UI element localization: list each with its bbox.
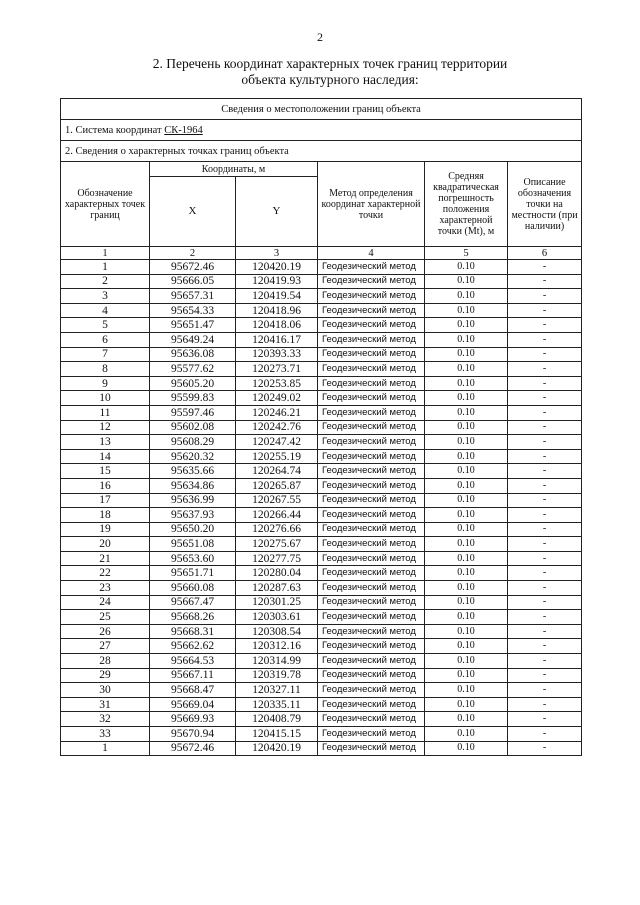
x-coordinate-cell: 95667.11 — [150, 668, 236, 683]
point-cell: 5 — [61, 318, 150, 333]
method-cell: Геодезический метод — [318, 464, 425, 479]
description-cell: - — [508, 435, 582, 450]
y-coordinate-cell: 120255.19 — [236, 449, 318, 464]
table-row — [61, 624, 582, 639]
method-cell: Геодезический метод — [318, 522, 425, 537]
table-row — [61, 478, 582, 493]
point-cell: 21 — [61, 551, 150, 566]
table-row — [61, 727, 582, 742]
description-cell: - — [508, 668, 582, 683]
method-cell: Геодезический метод — [318, 668, 425, 683]
section-title: Сведения о местоположении границ объекта — [61, 99, 582, 120]
y-coordinate-cell: 120266.44 — [236, 508, 318, 523]
point-cell: 20 — [61, 537, 150, 552]
y-coordinate-cell: 120303.61 — [236, 610, 318, 625]
method-cell: Геодезический метод — [318, 435, 425, 450]
method-cell: Геодезический метод — [318, 478, 425, 493]
point-cell: 23 — [61, 581, 150, 596]
error-cell: 0.10 — [425, 478, 508, 493]
table-row — [61, 741, 582, 756]
x-coordinate-cell: 95651.71 — [150, 566, 236, 581]
y-coordinate-cell: 120267.55 — [236, 493, 318, 508]
point-cell: 15 — [61, 464, 150, 479]
error-cell: 0.10 — [425, 332, 508, 347]
error-cell: 0.10 — [425, 391, 508, 406]
y-coordinate-cell: 120419.93 — [236, 274, 318, 289]
method-cell: Геодезический метод — [318, 551, 425, 566]
point-cell: 24 — [61, 595, 150, 610]
table-row — [61, 639, 582, 654]
point-cell: 3 — [61, 289, 150, 304]
error-cell: 0.10 — [425, 697, 508, 712]
x-coordinate-cell: 95667.47 — [150, 595, 236, 610]
table-row — [61, 522, 582, 537]
y-coordinate-cell: 120335.11 — [236, 697, 318, 712]
description-cell: - — [508, 318, 582, 333]
x-coordinate-cell: 95672.46 — [150, 741, 236, 756]
error-cell: 0.10 — [425, 405, 508, 420]
y-coordinate-cell: 120408.79 — [236, 712, 318, 727]
method-cell: Геодезический метод — [318, 347, 425, 362]
method-cell: Геодезический метод — [318, 332, 425, 347]
x-coordinate-cell: 95608.29 — [150, 435, 236, 450]
table-row — [61, 464, 582, 479]
x-coordinate-cell: 95651.47 — [150, 318, 236, 333]
table-row — [61, 289, 582, 304]
table-row — [61, 420, 582, 435]
y-coordinate-cell: 120319.78 — [236, 668, 318, 683]
description-cell: - — [508, 362, 582, 377]
point-cell: 6 — [61, 332, 150, 347]
point-cell: 13 — [61, 435, 150, 450]
title-line-1: 2. Перечень координат характерных точек границ территории — [152, 56, 508, 71]
table-row — [61, 712, 582, 727]
description-cell: - — [508, 654, 582, 669]
point-cell: 33 — [61, 727, 150, 742]
table-body — [61, 260, 582, 756]
error-cell: 0.10 — [425, 435, 508, 450]
page-number: 2 — [317, 30, 323, 44]
y-coordinate-cell: 120314.99 — [236, 654, 318, 669]
description-cell: - — [508, 391, 582, 406]
point-cell: 28 — [61, 654, 150, 669]
method-cell: Геодезический метод — [318, 610, 425, 625]
description-cell: - — [508, 260, 582, 275]
table-row — [61, 508, 582, 523]
y-coordinate-cell: 120419.54 — [236, 289, 318, 304]
error-cell: 0.10 — [425, 303, 508, 318]
y-coordinate-cell: 120308.54 — [236, 624, 318, 639]
method-cell: Геодезический метод — [318, 274, 425, 289]
description-cell: - — [508, 289, 582, 304]
table-row — [61, 405, 582, 420]
x-coordinate-cell: 95666.05 — [150, 274, 236, 289]
x-coordinate-cell: 95668.26 — [150, 610, 236, 625]
description-cell: - — [508, 376, 582, 391]
y-coordinate-cell: 120277.75 — [236, 551, 318, 566]
method-cell: Геодезический метод — [318, 741, 425, 756]
point-cell: 1 — [61, 260, 150, 275]
y-coordinate-cell: 120418.96 — [236, 303, 318, 318]
error-cell: 0.10 — [425, 595, 508, 610]
error-cell: 0.10 — [425, 551, 508, 566]
error-cell: 0.10 — [425, 420, 508, 435]
header-y: Y — [236, 177, 318, 247]
x-coordinate-cell: 95668.31 — [150, 624, 236, 639]
table-row — [61, 668, 582, 683]
coordinate-system-prefix: 1. Система координат — [65, 124, 165, 136]
error-cell: 0.10 — [425, 362, 508, 377]
header-description: Описание обозначения точки на местности (при наличии) — [508, 162, 582, 247]
method-cell: Геодезический метод — [318, 260, 425, 275]
method-cell: Геодезический метод — [318, 405, 425, 420]
description-cell: - — [508, 683, 582, 698]
point-cell: 32 — [61, 712, 150, 727]
method-cell: Геодезический метод — [318, 362, 425, 377]
y-coordinate-cell: 120420.19 — [236, 741, 318, 756]
point-cell: 11 — [61, 405, 150, 420]
description-cell: - — [508, 464, 582, 479]
point-cell: 22 — [61, 566, 150, 581]
method-cell: Геодезический метод — [318, 581, 425, 596]
y-coordinate-cell: 120249.02 — [236, 391, 318, 406]
y-coordinate-cell: 120265.87 — [236, 478, 318, 493]
x-coordinate-cell: 95651.08 — [150, 537, 236, 552]
x-coordinate-cell: 95670.94 — [150, 727, 236, 742]
error-cell: 0.10 — [425, 508, 508, 523]
table-row — [61, 595, 582, 610]
y-coordinate-cell: 120301.25 — [236, 595, 318, 610]
point-cell: 26 — [61, 624, 150, 639]
description-cell: - — [508, 581, 582, 596]
table-row — [61, 581, 582, 596]
table-row — [61, 347, 582, 362]
error-cell: 0.10 — [425, 464, 508, 479]
point-cell: 27 — [61, 639, 150, 654]
method-cell: Геодезический метод — [318, 595, 425, 610]
method-cell: Геодезический метод — [318, 727, 425, 742]
y-coordinate-cell: 120393.33 — [236, 347, 318, 362]
header-x: X — [150, 177, 236, 247]
table-row — [61, 318, 582, 333]
method-cell: Геодезический метод — [318, 508, 425, 523]
point-cell: 10 — [61, 391, 150, 406]
x-coordinate-cell: 95635.66 — [150, 464, 236, 479]
table-row — [61, 654, 582, 669]
table-row — [61, 362, 582, 377]
error-cell: 0.10 — [425, 347, 508, 362]
table-row — [61, 274, 582, 289]
point-cell: 7 — [61, 347, 150, 362]
description-cell: - — [508, 712, 582, 727]
method-cell: Геодезический метод — [318, 303, 425, 318]
method-cell: Геодезический метод — [318, 537, 425, 552]
method-cell: Геодезический метод — [318, 697, 425, 712]
table-row — [61, 493, 582, 508]
error-cell: 0.10 — [425, 610, 508, 625]
header-point: Обозначение характерных точек границ — [61, 162, 150, 247]
column-number: 1 — [61, 247, 150, 260]
error-cell: 0.10 — [425, 727, 508, 742]
description-cell: - — [508, 566, 582, 581]
x-coordinate-cell: 95664.53 — [150, 654, 236, 669]
y-coordinate-cell: 120420.19 — [236, 260, 318, 275]
column-number: 4 — [318, 247, 425, 260]
x-coordinate-cell: 95654.33 — [150, 303, 236, 318]
y-coordinate-cell: 120418.06 — [236, 318, 318, 333]
point-cell: 14 — [61, 449, 150, 464]
error-cell: 0.10 — [425, 741, 508, 756]
description-cell: - — [508, 624, 582, 639]
description-cell: - — [508, 303, 582, 318]
method-cell: Геодезический метод — [318, 420, 425, 435]
error-cell: 0.10 — [425, 274, 508, 289]
description-cell: - — [508, 522, 582, 537]
point-cell: 1 — [61, 741, 150, 756]
method-cell: Геодезический метод — [318, 683, 425, 698]
x-coordinate-cell: 95636.08 — [150, 347, 236, 362]
description-cell: - — [508, 610, 582, 625]
column-number: 2 — [150, 247, 236, 260]
method-cell: Геодезический метод — [318, 318, 425, 333]
coordinate-system-name: СК-1964 — [164, 124, 203, 136]
x-coordinate-cell: 95672.46 — [150, 260, 236, 275]
x-coordinate-cell: 95662.62 — [150, 639, 236, 654]
error-cell: 0.10 — [425, 581, 508, 596]
column-number-row — [61, 247, 582, 260]
description-cell: - — [508, 741, 582, 756]
point-cell: 29 — [61, 668, 150, 683]
x-coordinate-cell: 95620.32 — [150, 449, 236, 464]
x-coordinate-cell: 95634.86 — [150, 478, 236, 493]
header-error — [425, 162, 508, 247]
description-cell: - — [508, 639, 582, 654]
x-coordinate-cell: 95637.93 — [150, 508, 236, 523]
method-cell: Геодезический метод — [318, 654, 425, 669]
method-cell: Геодезический метод — [318, 566, 425, 581]
x-coordinate-cell: 95669.93 — [150, 712, 236, 727]
description-cell: - — [508, 551, 582, 566]
coordinates-table — [60, 98, 582, 756]
table-row — [61, 537, 582, 552]
document-title — [60, 56, 600, 88]
error-cell: 0.10 — [425, 537, 508, 552]
table-row — [61, 260, 582, 275]
table-row — [61, 376, 582, 391]
point-cell: 4 — [61, 303, 150, 318]
method-cell: Геодезический метод — [318, 391, 425, 406]
error-cell: 0.10 — [425, 654, 508, 669]
method-cell: Геодезический метод — [318, 493, 425, 508]
header-coordinates: Координаты, м — [150, 162, 318, 177]
y-coordinate-cell: 120287.63 — [236, 581, 318, 596]
x-coordinate-cell: 95668.47 — [150, 683, 236, 698]
table-row — [61, 332, 582, 347]
description-cell: - — [508, 537, 582, 552]
x-coordinate-cell: 95602.08 — [150, 420, 236, 435]
y-coordinate-cell: 120264.74 — [236, 464, 318, 479]
y-coordinate-cell: 120312.16 — [236, 639, 318, 654]
description-cell: - — [508, 727, 582, 742]
title-line-2: объекта культурного наследия: — [241, 72, 419, 87]
error-cell: 0.10 — [425, 376, 508, 391]
y-coordinate-cell: 120253.85 — [236, 376, 318, 391]
error-cell: 0.10 — [425, 493, 508, 508]
header-method: Метод определения координат характерной точки — [318, 162, 425, 247]
method-cell: Геодезический метод — [318, 289, 425, 304]
description-cell: - — [508, 347, 582, 362]
description-cell: - — [508, 420, 582, 435]
y-coordinate-cell: 120273.71 — [236, 362, 318, 377]
y-coordinate-cell: 120280.04 — [236, 566, 318, 581]
point-cell: 19 — [61, 522, 150, 537]
description-cell: - — [508, 493, 582, 508]
error-cell: 0.10 — [425, 566, 508, 581]
column-number: 6 — [508, 247, 582, 260]
table-row — [61, 303, 582, 318]
error-cell: 0.10 — [425, 260, 508, 275]
description-cell: - — [508, 274, 582, 289]
description-cell: - — [508, 697, 582, 712]
x-coordinate-cell: 95577.62 — [150, 362, 236, 377]
error-cell: 0.10 — [425, 683, 508, 698]
point-cell: 12 — [61, 420, 150, 435]
x-coordinate-cell: 95597.46 — [150, 405, 236, 420]
table-row — [61, 391, 582, 406]
x-coordinate-cell: 95669.04 — [150, 697, 236, 712]
x-coordinate-cell: 95649.24 — [150, 332, 236, 347]
method-cell: Геодезический метод — [318, 376, 425, 391]
header-error-text: Средняя квадратическая погрешность положения характерной точки (Mt), м — [433, 171, 499, 237]
table-row — [61, 449, 582, 464]
error-cell: 0.10 — [425, 449, 508, 464]
x-coordinate-cell: 95636.99 — [150, 493, 236, 508]
table-row — [61, 683, 582, 698]
method-cell: Геодезический метод — [318, 624, 425, 639]
x-coordinate-cell: 95599.83 — [150, 391, 236, 406]
description-cell: - — [508, 508, 582, 523]
description-cell: - — [508, 595, 582, 610]
error-cell: 0.10 — [425, 712, 508, 727]
y-coordinate-cell: 120246.21 — [236, 405, 318, 420]
point-cell: 25 — [61, 610, 150, 625]
error-cell: 0.10 — [425, 668, 508, 683]
point-cell: 16 — [61, 478, 150, 493]
y-coordinate-cell: 120242.76 — [236, 420, 318, 435]
coordinate-system-row — [61, 120, 582, 141]
table-row — [61, 566, 582, 581]
table-row — [61, 551, 582, 566]
description-cell: - — [508, 478, 582, 493]
point-cell: 18 — [61, 508, 150, 523]
x-coordinate-cell: 95657.31 — [150, 289, 236, 304]
table-row — [61, 697, 582, 712]
table-row — [61, 610, 582, 625]
y-coordinate-cell: 120247.42 — [236, 435, 318, 450]
point-cell: 31 — [61, 697, 150, 712]
column-number: 3 — [236, 247, 318, 260]
y-coordinate-cell: 120327.11 — [236, 683, 318, 698]
y-coordinate-cell: 120416.17 — [236, 332, 318, 347]
y-coordinate-cell: 120276.66 — [236, 522, 318, 537]
points-caption: 2. Сведения о характерных точках границ объекта — [61, 141, 582, 162]
error-cell: 0.10 — [425, 289, 508, 304]
x-coordinate-cell: 95650.20 — [150, 522, 236, 537]
error-cell: 0.10 — [425, 639, 508, 654]
point-cell: 8 — [61, 362, 150, 377]
error-cell: 0.10 — [425, 318, 508, 333]
point-cell: 9 — [61, 376, 150, 391]
point-cell: 30 — [61, 683, 150, 698]
x-coordinate-cell: 95653.60 — [150, 551, 236, 566]
error-cell: 0.10 — [425, 624, 508, 639]
y-coordinate-cell: 120415.15 — [236, 727, 318, 742]
method-cell: Геодезический метод — [318, 449, 425, 464]
point-cell: 17 — [61, 493, 150, 508]
description-cell: - — [508, 449, 582, 464]
x-coordinate-cell: 95605.20 — [150, 376, 236, 391]
column-number: 5 — [425, 247, 508, 260]
error-cell: 0.10 — [425, 522, 508, 537]
point-cell: 2 — [61, 274, 150, 289]
method-cell: Геодезический метод — [318, 712, 425, 727]
x-coordinate-cell: 95660.08 — [150, 581, 236, 596]
y-coordinate-cell: 120275.67 — [236, 537, 318, 552]
description-cell: - — [508, 332, 582, 347]
table-row — [61, 435, 582, 450]
method-cell: Геодезический метод — [318, 639, 425, 654]
description-cell: - — [508, 405, 582, 420]
